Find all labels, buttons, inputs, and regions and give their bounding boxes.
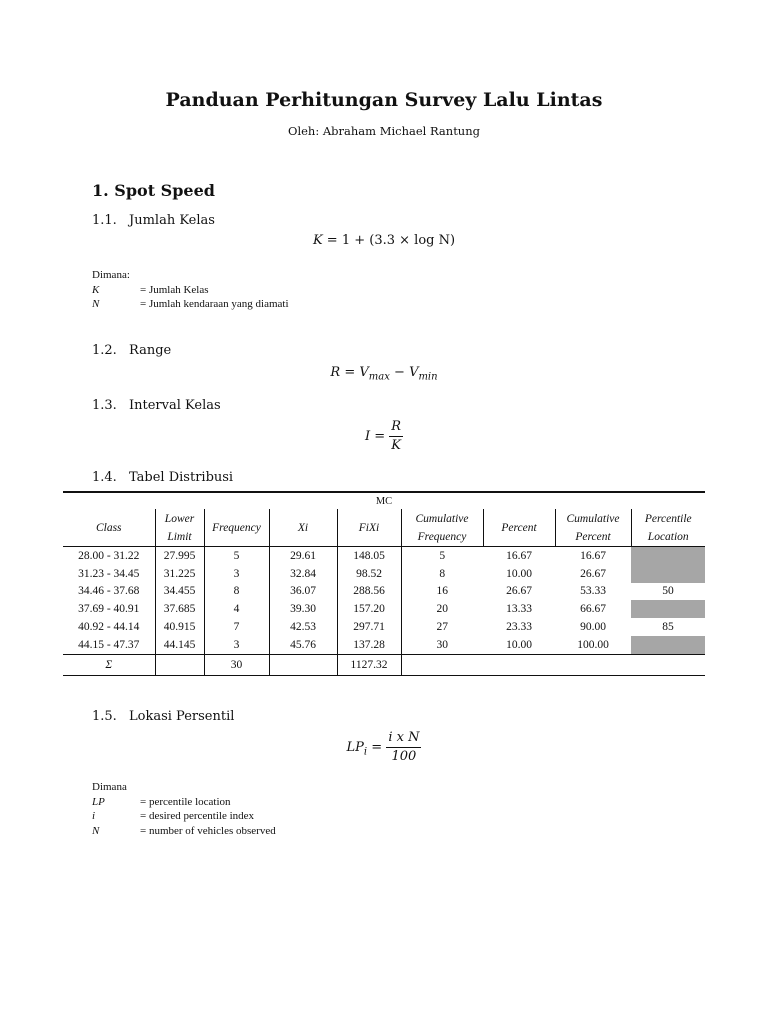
subsection-lokasi-persentil [92, 709, 234, 724]
fraction: $\frac{\text{i x N}}{100}$ [388, 730, 420, 764]
cell-lower-limit: 31.225 [155, 565, 204, 583]
distribution-table [63, 491, 705, 676]
definition-row: K = Jumlah Kelas [92, 283, 209, 296]
table-row [63, 636, 705, 654]
cell-percent: 26.67 [506, 585, 532, 598]
document-author: Oleh: Abraham Michael Rantung [288, 124, 480, 138]
subsection-tabel-distribusi [92, 470, 233, 485]
cell-cumulative-percent: 26.67 [580, 567, 606, 580]
table-sum-row [63, 654, 705, 675]
formula-lp: $LP_i$ = $\frac{\text{i x N}}{100}$ [346, 730, 420, 764]
subsection-label: Jumlah Kelas [129, 213, 215, 228]
section-heading: 1. Spot Speed [92, 181, 215, 200]
table-row [63, 565, 705, 583]
cell-fixi: 148.05 [337, 547, 401, 565]
cell-cumulative-percent: 66.67 [580, 603, 606, 616]
cell-lower-limit: 27.995 [155, 547, 204, 565]
cell-cumulative-frequency: 16 [436, 585, 448, 598]
cell-frequency: 8 [204, 583, 269, 601]
cell-xi: 42.53 [269, 618, 337, 636]
header-percentile-location: Percentile Location [631, 509, 705, 547]
cell-fixi: 288.56 [337, 583, 401, 601]
cell-cumulative-percent: 90.00 [580, 621, 606, 634]
subsection-label: Interval Kelas [129, 398, 221, 413]
table-caption: MC [63, 492, 705, 509]
section-title: Spot Speed [114, 181, 215, 200]
subsection-number: 1.3. [92, 398, 117, 413]
cell-class: 28.00 - 31.22 [63, 547, 155, 565]
definitions-head: Dimana: [92, 269, 130, 281]
sum-symbol: Σ [63, 654, 155, 675]
cell-lower-limit: 34.455 [155, 583, 204, 601]
cell-percent: 10.00 [506, 567, 532, 580]
table-row [63, 618, 705, 636]
definition-row: LP = percentile location [92, 795, 231, 808]
subsection-number: 1.2. [92, 343, 117, 358]
cell-percent: 10.00 [506, 638, 532, 651]
header-lower-limit: Lower Limit [155, 509, 204, 547]
cell-lower-limit: 44.145 [155, 636, 204, 654]
cell-percentile-location: 85 [662, 621, 674, 634]
subsection-range [92, 343, 171, 358]
cell-fixi: 157.20 [337, 600, 401, 618]
cell-percent: 16.67 [506, 549, 532, 562]
cell-cumulative-frequency: 30 [436, 638, 448, 651]
definitions-head: Dimana [92, 781, 127, 793]
table-header-row [63, 509, 705, 547]
formula-k-eq: = [326, 233, 338, 248]
subsection-number: 1.5. [92, 709, 117, 724]
definitions-lp [92, 780, 276, 838]
subsection-label: Tabel Distribusi [129, 470, 234, 485]
subsection-number: 1.4. [92, 470, 117, 485]
subsection-jumlah-kelas [92, 213, 215, 228]
definition-row: N = Jumlah kendaraan yang diamati [92, 298, 289, 310]
cell-cumulative-frequency: 5 [439, 549, 446, 562]
cell-frequency: 3 [204, 636, 269, 654]
subsection-number: 1.1. [92, 213, 117, 228]
sum-frequency: 30 [204, 654, 269, 675]
header-percent: Percent [483, 509, 555, 547]
header-cumulative-percent: Cumulative Percent [555, 509, 631, 547]
cell-percentile-location: 50 [662, 585, 674, 598]
cell-lower-limit: 40.915 [155, 618, 204, 636]
subsection-label: Range [129, 343, 172, 358]
cell-cumulative-percent: 100.00 [577, 638, 609, 651]
cell-xi: 36.07 [269, 583, 337, 601]
formula-i: I = $\frac{R}{K}$ [364, 419, 402, 453]
table-row [63, 600, 705, 618]
section-number: 1 [92, 181, 104, 200]
fraction: $\frac{R}{K}$ [391, 419, 402, 453]
cell-fixi: 137.28 [337, 636, 401, 654]
cell-cumulative-frequency: 20 [436, 603, 448, 616]
cell-percentile-location [631, 565, 705, 583]
formula-k-rhs: 1 + (3.3 × log N) [341, 233, 456, 248]
cell-class: 31.23 - 34.45 [63, 565, 155, 583]
header-frequency: Frequency [204, 509, 269, 547]
cell-cumulative-percent: 16.67 [580, 549, 606, 562]
table-row [63, 583, 705, 601]
cell-frequency: 4 [204, 600, 269, 618]
cell-fixi: 297.71 [337, 618, 401, 636]
header-cumulative-frequency: Cumulative Frequency [401, 509, 483, 547]
cell-frequency: 3 [204, 565, 269, 583]
cell-percentile-location [631, 600, 705, 618]
table-row [63, 547, 705, 565]
header-xi: Xi [269, 509, 337, 547]
cell-lower-limit: 37.685 [155, 600, 204, 618]
cell-percentile-location [631, 636, 705, 654]
cell-cumulative-percent: 53.33 [580, 585, 606, 598]
cell-xi: 39.30 [269, 600, 337, 618]
definition-row: i = desired percentile index [92, 810, 255, 822]
cell-xi: 45.76 [269, 636, 337, 654]
header-class: Class [63, 509, 155, 547]
cell-percentile-location [631, 547, 705, 565]
document-title: Panduan Perhitungan Survey Lalu Lintas [165, 89, 603, 111]
definitions-k [92, 268, 289, 312]
formula-r: $R = V_{max} - V_{min}$ [330, 365, 438, 383]
definition-row: N = number of vehicles observed [92, 824, 276, 837]
cell-class: 40.92 - 44.14 [63, 618, 155, 636]
cell-percent: 13.33 [506, 603, 532, 616]
formula-k-lhs: K [312, 233, 323, 248]
cell-frequency: 5 [204, 547, 269, 565]
formula-k [0, 233, 768, 248]
header-fixi: FiXi [337, 509, 401, 547]
cell-frequency: 7 [204, 618, 269, 636]
subsection-interval-kelas [92, 398, 221, 413]
cell-class: 34.46 - 37.68 [63, 583, 155, 601]
cell-class: 37.69 - 40.91 [63, 600, 155, 618]
subsection-label: Lokasi Persentil [129, 709, 235, 724]
cell-cumulative-frequency: 8 [439, 567, 446, 580]
cell-fixi: 98.52 [337, 565, 401, 583]
cell-class: 44.15 - 47.37 [63, 636, 155, 654]
cell-percent: 23.33 [506, 621, 532, 634]
cell-xi: 32.84 [269, 565, 337, 583]
cell-xi: 29.61 [269, 547, 337, 565]
cell-cumulative-frequency: 27 [436, 621, 448, 634]
sum-fixi: 1127.32 [337, 654, 401, 675]
